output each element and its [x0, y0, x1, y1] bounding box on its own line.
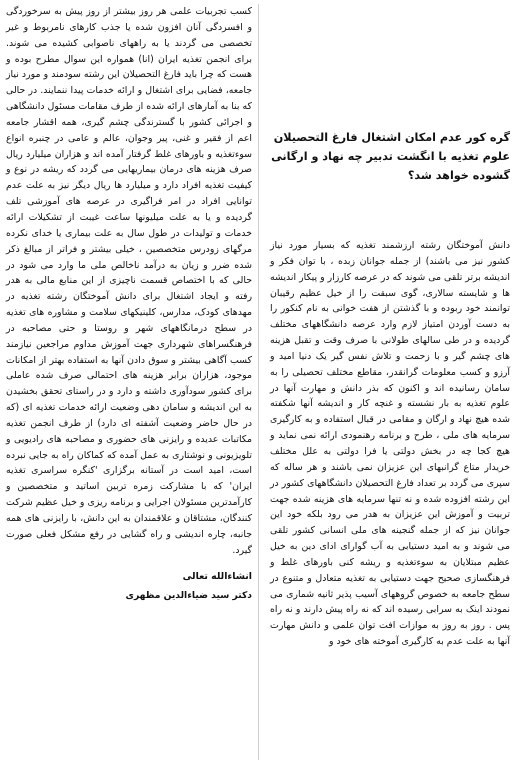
right-column-paragraph: دانش آموختگان رشته ارزشمند تغذیه که بسیار مورد نیاز کشور نیز می باشند) از جمله جوانان زبده ، با توان فکر و اندیشه برتر تلقی می شوند که در عرصه کارزار و پیکار اندیشه ها و شایسته سالاری، گوی سبقت را از خیل عظیم رقیبان توانمند خود ربوده و با گذشتن از هفت خوانی به نام کنکور را به دست آوردن امتیاز لازم وارد عرصه دانشگاههای مختلف گردیده و در طی سالهای طولانی با صرف وقت و تقبل هزینه های چشم گیر و با زحمت و تلاش نفس گیر یک دنیا امید و آرزو و کسب معلومات گرانقدر، مقاطع مختلف تحصیلی را به سامان رسانیده اند و اکنون که بذر دانش و مهارت آنها در علوم تغذیه به بار نشسته و غنچه کار و اندیشه آنها شکفته شده هیچ نهاد و ارگان و مقامی در قبال استفاده و به کارگیری سرمایه های ملی ، طرح و برنامه رهنمودی ارائه نمی نماید و هیچ کجا چه در بخش دولتی یا فرا دولتی به علل مختلف خریدار متاع گرانبهای این عزیزان نمی باشند و هر ساله که سپری می گردد بر تعداد فارغ التحصیلان دانشگاههای کشور در این رشته افزوده شده و نه تنها سرمایه های هزینه شده جهت تربیت و آموزش این عزیزان به هدر می رود بلکه خود این جوانان نیز که از جمله گنجینه های ملی انسانی کشور تلقی می شوند و به امید دستیابی به آب گوارای ادای دین به خیل عظیم مبتلایان به سوءتغذیه و ریشه کنی باورهای غلط و فرهنگسازی صحیح جهت دستیابی به تغذیه متعادل و متنوع در سطح جامعه به خصوص گروههای آسیب پذیر ثانیه شماری می نمودند اینک به سرابی رسیده اند که نه راه پیش دارند و نه راه پس . روز به روز به موازات افت توان علمی و دانش مهارت آنها به علت عدم به کارگیری آموخته های خود و	[270, 240, 510, 648]
left-column-paragraph: کسب تجربیات علمی هر روز بیشتر از روز پیش به سرخوردگی و افسردگی آنان افزون شده یا جذب کارهای نامربوط و غیر تخصصی می گردند یا به راههای ناصوابی کشیده می شوند. برای انجمن تغذیه ایران (انا) همواره این سوال مطرح بوده و هست که چرا باید فارغ التحصیلان این رشته سودمند و مورد نیاز جامعه، فضایی برای اشتغال و ارائه خدمات پیدا ننمایند. در حالی که بنا به آمارهای ارائه شده از طرف مقامات مسئول دانشگاهی و اجرائی کشور با گسترندگی چشم گیری، همه اقشار جامعه اعم از فقیر و غنی، پیر وجوان، عالم و عامی در چنبره انواع سوءتغذیه و باورهای غلط گرفتار آمده اند و هزاران میلیارد ریال صرف هزینه های درمان بیماریهایی می گردد که ریشه در نوع و کیفیت تغذیه افراد دارد و میلیارد ها ریال دیگر نیز به علت عدم توانایی افراد در امر فراگیری در عرصه های آموزشی تلف گردیده و یا به علت میلیونها ساعت غیبت از تشکیلات ارائه خدمات و تولیدات در طول سال به علت بیماری یا خدای نکرده مرگهای زودرس متخصصین ، خیلی بیشتر و فراتر از مبالغ ذکر شده ضرر و زیان به درآمد ناخالص ملی ما وارد می شود در حالی که با اختصاص قسمت ناچیزی از این منابع مالی به هدر رفته و ایجاد اشتغال برای دانش آموختگان رشته تغذیه در مهدهای کودک، مدارس، کلینیکهای سلامت و مشاوره های تغذیه در سطح درمانگاههای شهر و روستا و حتی مصاحبه در فرهنگسراهای شهرداری جهت آموزش مداوم مراجعین نیازمند کسب آگاهی بیشتر و سوق دادن آنها به استفاده بهتر از امکانات موجود، هزاران برابر هزینه های احتمالی صرف شده عاملی برای کشور سودآوری داشته و دارد و در راستای تحقق بخشیدن به این اندیشه و سامان دهی وضعیت ارائه خدمات تغذیه ای (که در حال حاضر وضعیت آشفته ای دارد) از طرف انجمن تغذیه مکاتبات عدیده و رایزنی های حضوری و مصاحبه های رادیویی و تلویزیونی و نوشتاری به عمل آمده که کماکان راه به جایی نبرده است، امید است در آستانه برگزاری 'کنگره سراسری تغذیه ایران' که با مشارکت زمره تربین اساتید و متخصصین و کارآمدترین مسئولان اجرایی و برنامه ریزی و خیل عظیم شرکت کنندگان، مشتاقان و علاقمندان به این دانش، با رایزنی های همه جانبه، چاره اندیشی و راه گشایی در رفع مشکل فعلی صورت گیرد.	[6, 6, 252, 556]
column-divider	[258, 4, 259, 760]
closing-line: انشاءالله تعالی	[182, 570, 252, 582]
author-signature: دکتر سید ضیاءالدین مظهری	[125, 589, 252, 601]
right-column	[270, 238, 510, 650]
article-headline: گره کور عدم امکان اشتغال فارغ التحصیلان علوم تغذیه با انگشت تدبیر چه نهاد و ارگانی گشوده خواهد شد؟	[271, 131, 510, 182]
left-column	[6, 4, 252, 601]
